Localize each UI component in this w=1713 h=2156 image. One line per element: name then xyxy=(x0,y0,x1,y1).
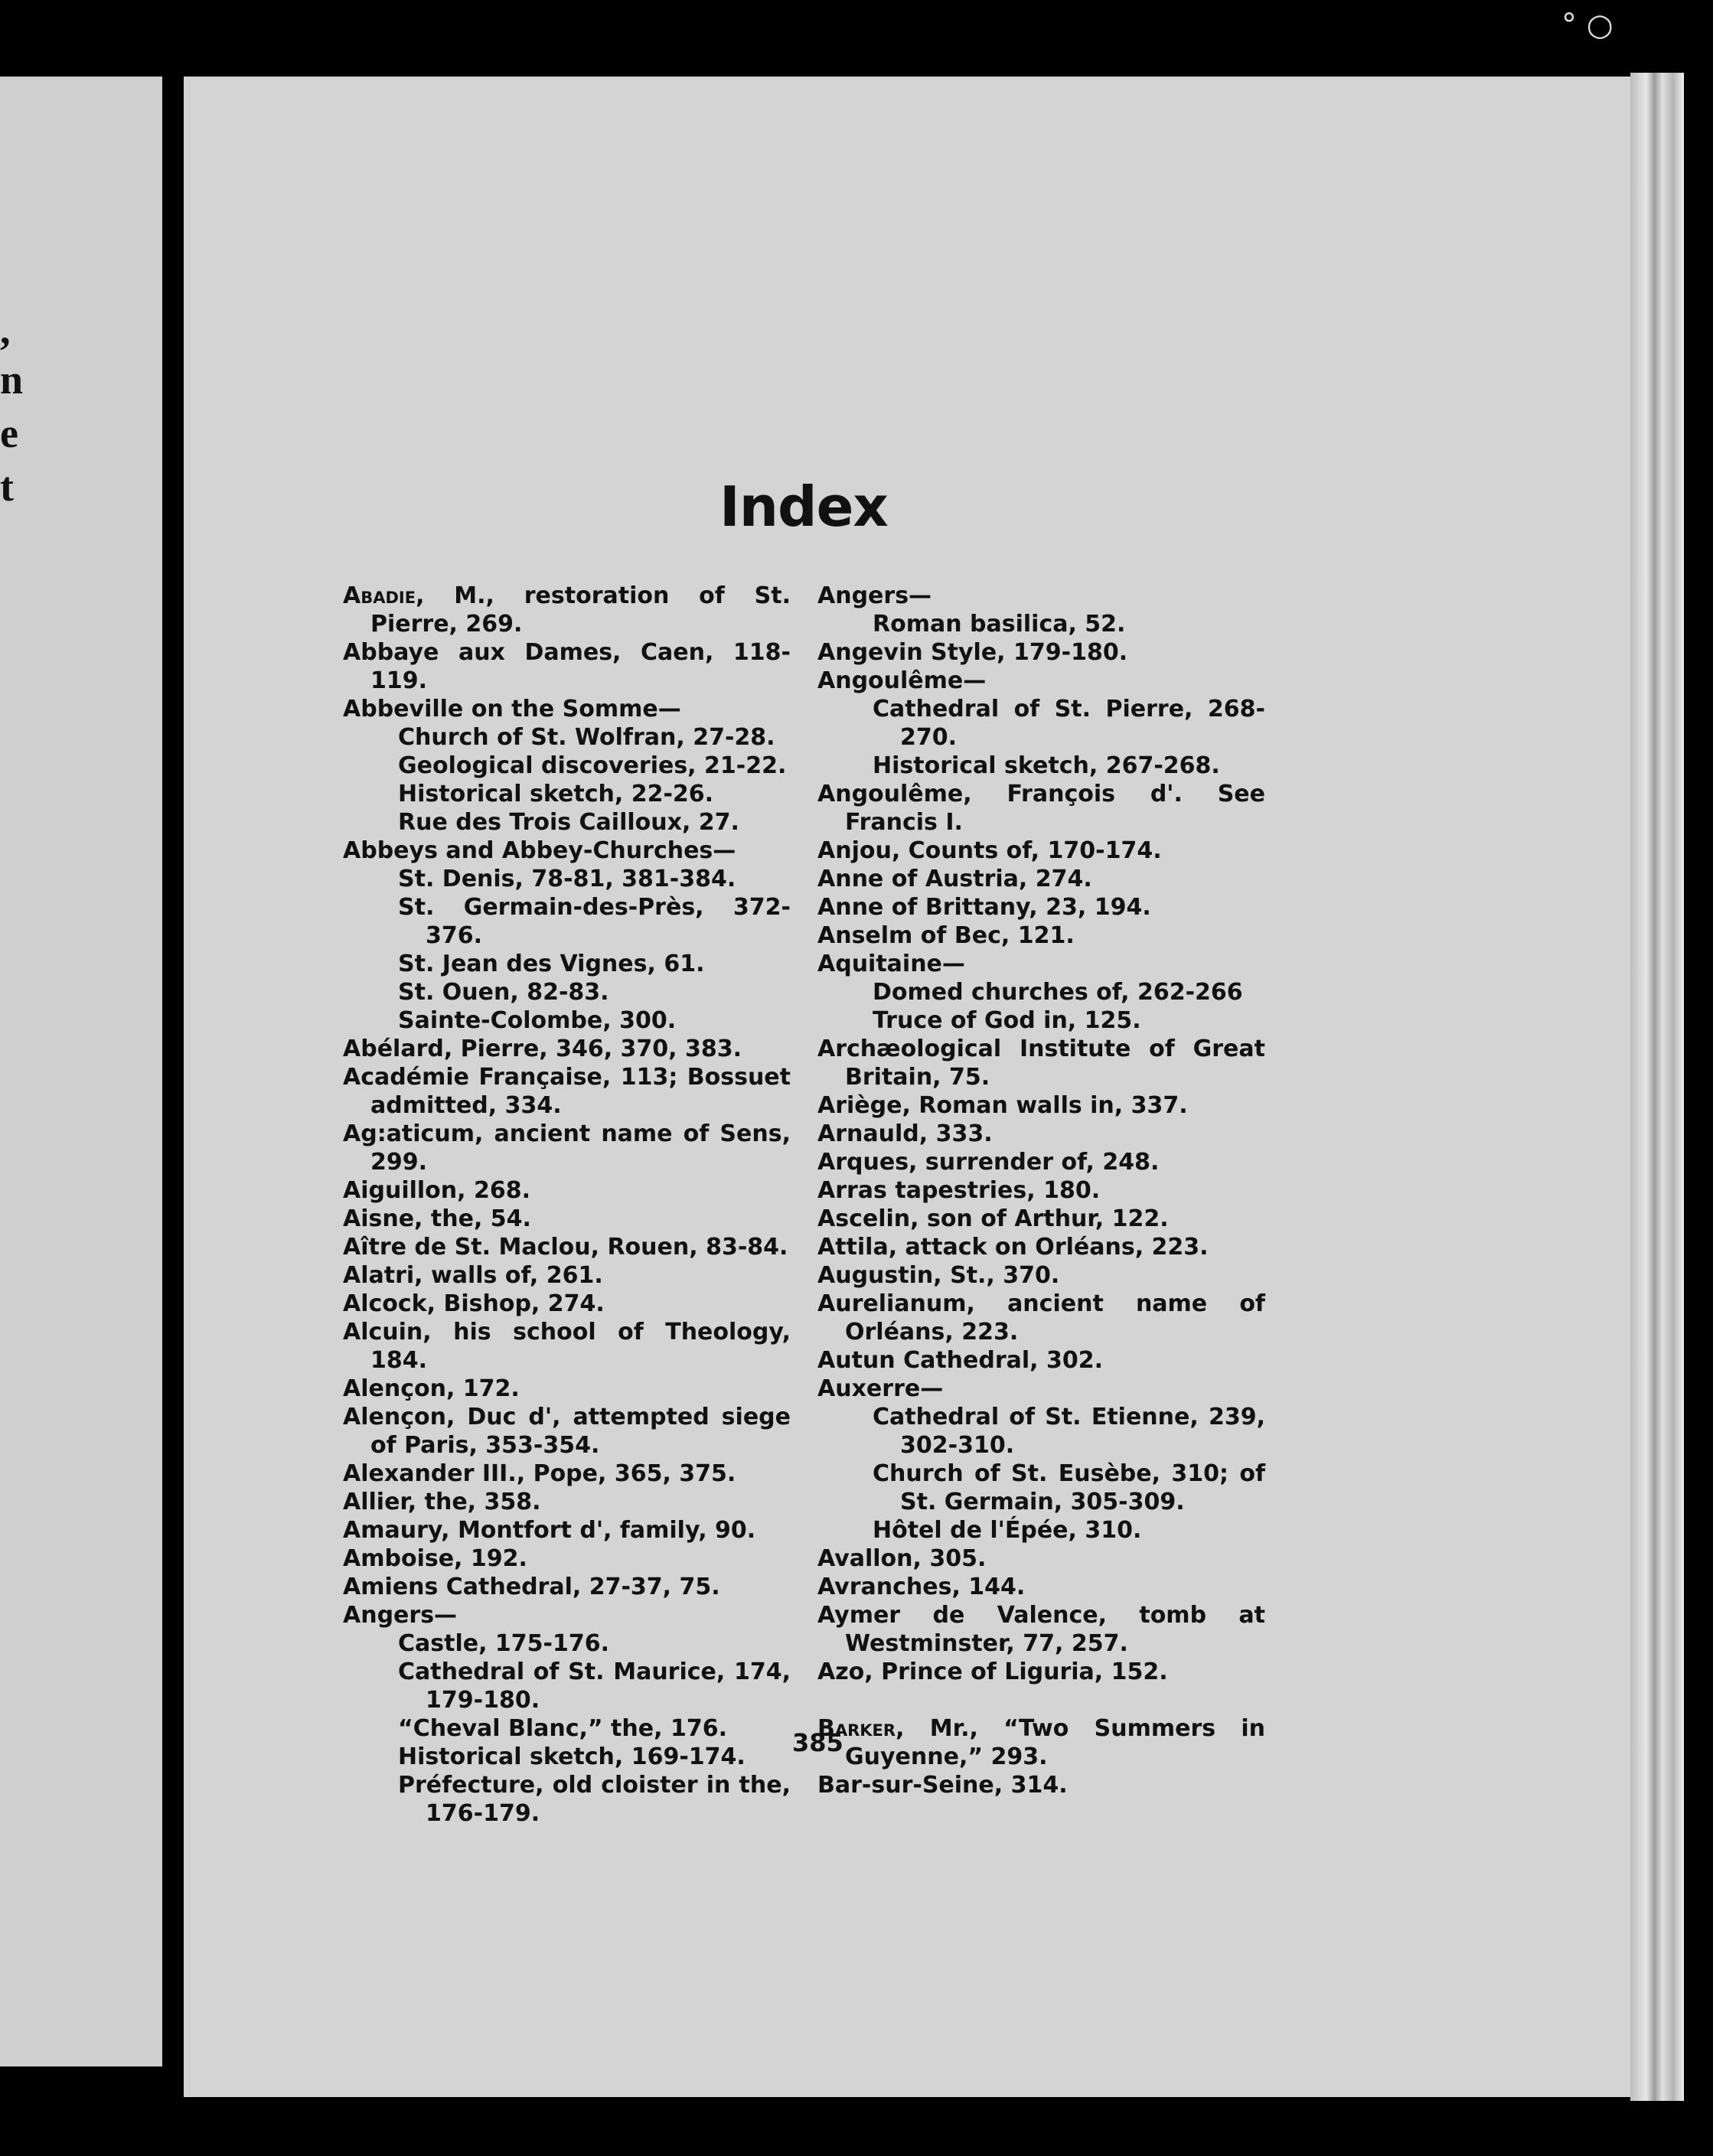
index-entry xyxy=(343,1488,791,1516)
adjacent-page-sliver xyxy=(0,77,162,2066)
index-entry xyxy=(817,1205,1265,1233)
index-entry-text: Alençon, Duc d', attempted siege of Paris, 353-354. xyxy=(343,1404,791,1459)
index-entry-text: Roman basilica, 52. xyxy=(873,611,1126,638)
index-entry-text: St. Germain-des-Près, 372-376. xyxy=(398,894,791,949)
index-entry-text: Ariège, Roman walls in, 337. xyxy=(817,1092,1188,1119)
index-subentry xyxy=(817,1516,1265,1544)
index-entry-text: Allier, the, 358. xyxy=(343,1489,541,1515)
index-entry-text: Mr., “Two Summers in Guyenne,” 293. xyxy=(845,1715,1265,1770)
index-entry xyxy=(817,1148,1265,1176)
index-subentry xyxy=(343,978,791,1006)
index-entry-text: Azo, Prince of Liguria, 152. xyxy=(817,1659,1168,1685)
index-entry-text: St. Jean des Vignes, 61. xyxy=(398,951,705,977)
index-entry-text: Geological discoveries, 21-22. xyxy=(398,752,787,779)
index-subentry xyxy=(343,752,791,780)
index-entry-text: Aymer de Valence, tomb at Westminster, 77, 257. xyxy=(817,1602,1265,1657)
index-entry xyxy=(343,1233,791,1261)
index-entry xyxy=(343,1176,791,1205)
index-entry-text: Angers— xyxy=(343,1602,458,1629)
index-entry xyxy=(817,837,1265,865)
index-subentry xyxy=(343,1743,791,1771)
index-entry-text: Angoulême— xyxy=(817,667,987,694)
index-entry-text: “Cheval Blanc,” the, 176. xyxy=(398,1715,727,1742)
index-subentry xyxy=(817,1460,1265,1516)
adjacent-page-fragment: e xyxy=(0,410,18,456)
index-entry xyxy=(817,1346,1265,1375)
index-entry xyxy=(343,1063,791,1120)
index-entry xyxy=(817,1658,1265,1686)
index-entry xyxy=(817,1035,1265,1091)
index-subentry xyxy=(817,695,1265,752)
index-entry-text: Préfecture, old cloister in the, 176-179. xyxy=(398,1772,791,1827)
index-entry-text: Bar-sur-Seine, 314. xyxy=(817,1772,1068,1799)
index-subentry xyxy=(817,978,1265,1006)
index-subentry xyxy=(343,780,791,808)
index-subentry xyxy=(343,950,791,978)
index-entry-text: Alcock, Bishop, 274. xyxy=(343,1290,605,1317)
index-entry xyxy=(817,582,1265,610)
index-entry-text: Arques, surrender of, 248. xyxy=(817,1149,1160,1176)
index-entry xyxy=(343,1403,791,1460)
index-entry xyxy=(817,780,1265,837)
index-entry xyxy=(343,1261,791,1290)
index-entry xyxy=(817,921,1265,950)
index-entry-text: Truce of God in, 125. xyxy=(873,1007,1141,1034)
index-entry xyxy=(817,1176,1265,1205)
index-subentry xyxy=(817,1006,1265,1035)
index-entry-text: Amiens Cathedral, 27-37, 75. xyxy=(343,1574,720,1600)
index-subentry xyxy=(343,1714,791,1743)
index-entry-text: Historical sketch, 22-26. xyxy=(398,781,714,807)
index-entry-text: St. Ouen, 82-83. xyxy=(398,979,609,1006)
index-entry-text: Anjou, Counts of, 170-174. xyxy=(817,837,1162,864)
index-entry xyxy=(343,1035,791,1063)
index-entry xyxy=(817,1091,1265,1120)
index-entry xyxy=(343,1460,791,1488)
index-entry-text: Amaury, Montfort d', family, 90. xyxy=(343,1517,756,1544)
index-entry-text: Alexander III., Pope, 365, 375. xyxy=(343,1460,736,1487)
index-entry-text: Domed churches of, 262-266 xyxy=(873,979,1243,1006)
index-entry-text: Aurelianum, ancient name of Orléans, 223. xyxy=(817,1290,1265,1345)
index-entry-text: Church of St. Eusèbe, 310; of St. Germain, 305-309. xyxy=(873,1460,1265,1515)
index-subentry xyxy=(817,610,1265,638)
index-entry xyxy=(343,1516,791,1544)
index-entry-text: Abbeys and Abbey-Churches— xyxy=(343,837,736,864)
page-edges xyxy=(1630,73,1684,2101)
index-entry-text: Hôtel de l'Épée, 310. xyxy=(873,1517,1142,1544)
index-entry xyxy=(343,837,791,865)
index-entry-text: Sainte-Colombe, 300. xyxy=(398,1007,677,1034)
adjacent-page-fragment: t xyxy=(0,464,14,510)
index-entry-text: Autun Cathedral, 302. xyxy=(817,1347,1104,1374)
index-entry xyxy=(817,893,1265,921)
index-entry-text: Amboise, 192. xyxy=(343,1545,527,1572)
index-entry xyxy=(343,582,791,638)
index-entry-text: Alcuin, his school of Theology, 184. xyxy=(343,1319,791,1374)
index-entry xyxy=(343,1573,791,1601)
index-column-left xyxy=(343,582,791,1828)
index-entry-text: Ag:aticum, ancient name of Sens, 299. xyxy=(343,1120,791,1176)
index-entry xyxy=(343,1120,791,1176)
index-entry-text: Anne of Austria, 274. xyxy=(817,866,1092,892)
index-entry xyxy=(817,865,1265,893)
index-entry-text: Historical sketch, 267-268. xyxy=(873,752,1220,779)
index-entry-text: Angoulême, François d'. See Francis I. xyxy=(817,781,1265,836)
index-entry-text: Attila, attack on Orléans, 223. xyxy=(817,1234,1209,1261)
index-entry xyxy=(817,1233,1265,1261)
index-entry-text: Alençon, 172. xyxy=(343,1375,520,1402)
index-entry-text: Ascelin, son of Arthur, 122. xyxy=(817,1205,1169,1232)
index-entry-text: Cathedral of St. Pierre, 268-270. xyxy=(873,696,1265,751)
index-entry xyxy=(817,950,1265,978)
index-subentry xyxy=(343,893,791,950)
index-entry xyxy=(343,1290,791,1318)
adjacent-page-fragment: n xyxy=(0,357,24,403)
index-subentry xyxy=(343,808,791,837)
index-entry-text: Académie Française, 113; Bossuet admitted, 334. xyxy=(343,1064,791,1119)
index-entry-lead: Barker, xyxy=(817,1715,905,1742)
index-subentry xyxy=(343,1771,791,1828)
index-entry xyxy=(817,1573,1265,1601)
index-entry-text: Cathedral of St. Maurice, 174, 179-180. xyxy=(398,1659,791,1714)
adjacent-page-fragment: , xyxy=(0,307,11,353)
index-entry xyxy=(343,638,791,695)
index-entry-text: Aître de St. Maclou, Rouen, 83-84. xyxy=(343,1234,788,1261)
index-subentry xyxy=(343,723,791,752)
index-entry-text: M., restoration of St. Pierre, 269. xyxy=(370,582,791,638)
index-entry xyxy=(343,1318,791,1375)
index-entry xyxy=(817,1261,1265,1290)
index-entry-text: Abélard, Pierre, 346, 370, 383. xyxy=(343,1036,742,1062)
index-entry xyxy=(343,695,791,723)
index-entry-text: Auxerre— xyxy=(817,1375,944,1402)
index-entry xyxy=(817,1544,1265,1573)
index-entry-text: Cathedral of St. Etienne, 239, 302-310. xyxy=(873,1404,1265,1459)
index-entry-text: St. Denis, 78-81, 381-384. xyxy=(398,866,736,892)
index-entry xyxy=(343,1205,791,1233)
index-entry xyxy=(343,1375,791,1403)
index-entry xyxy=(343,1544,791,1573)
page-title: Index xyxy=(719,475,888,539)
index-entry xyxy=(817,1601,1265,1658)
index-entry-text: Augustin, St., 370. xyxy=(817,1262,1060,1289)
index-entry xyxy=(817,667,1265,695)
index-subentry xyxy=(343,1006,791,1035)
index-entry-text: Historical sketch, 169-174. xyxy=(398,1743,746,1770)
index-entry-text: Arnauld, 333. xyxy=(817,1120,993,1147)
index-subentry xyxy=(343,865,791,893)
index-entry xyxy=(817,1771,1265,1799)
index-entry-text: Aiguillon, 268. xyxy=(343,1177,531,1204)
index-column-right xyxy=(817,582,1265,1799)
index-entry-text: Angevin Style, 179-180. xyxy=(817,639,1128,666)
index-subentry xyxy=(343,1658,791,1714)
index-entry-lead: Abadie, xyxy=(343,582,425,609)
index-entry-text: Rue des Trois Cailloux, 27. xyxy=(398,809,739,836)
index-entry-text: Archæological Institute of Great Britain, 75. xyxy=(817,1036,1265,1091)
index-entry xyxy=(817,1120,1265,1148)
index-entry xyxy=(817,1290,1265,1346)
index-entry-text: Avallon, 305. xyxy=(817,1545,987,1572)
index-subentry xyxy=(343,1629,791,1658)
index-entry-text: Aquitaine— xyxy=(817,951,965,977)
index-entry xyxy=(817,638,1265,667)
index-entry-text: Castle, 175-176. xyxy=(398,1630,610,1657)
index-entry-text: Arras tapestries, 180. xyxy=(817,1177,1101,1204)
index-entry-text: Aisne, the, 54. xyxy=(343,1205,531,1232)
index-subentry xyxy=(817,752,1265,780)
index-entry-text: Church of St. Wolfran, 27-28. xyxy=(398,724,775,751)
index-entry-text: Angers— xyxy=(817,582,932,609)
index-entry-text: Alatri, walls of, 261. xyxy=(343,1262,603,1289)
page-number: 385 xyxy=(792,1728,843,1757)
index-entry xyxy=(817,1714,1265,1771)
index-entry xyxy=(817,1375,1265,1403)
index-entry xyxy=(343,1601,791,1629)
index-entry-text: Anselm of Bec, 121. xyxy=(817,922,1075,949)
index-entry-text: Abbaye aux Dames, Caen, 118-119. xyxy=(343,639,791,694)
index-subentry xyxy=(817,1403,1265,1460)
index-entry-text: Avranches, 144. xyxy=(817,1574,1026,1600)
index-entry-text: Abbeville on the Somme— xyxy=(343,696,681,722)
index-entry-text: Anne of Brittany, 23, 194. xyxy=(817,894,1151,921)
corner-mark: ° ○ xyxy=(1561,8,1613,43)
